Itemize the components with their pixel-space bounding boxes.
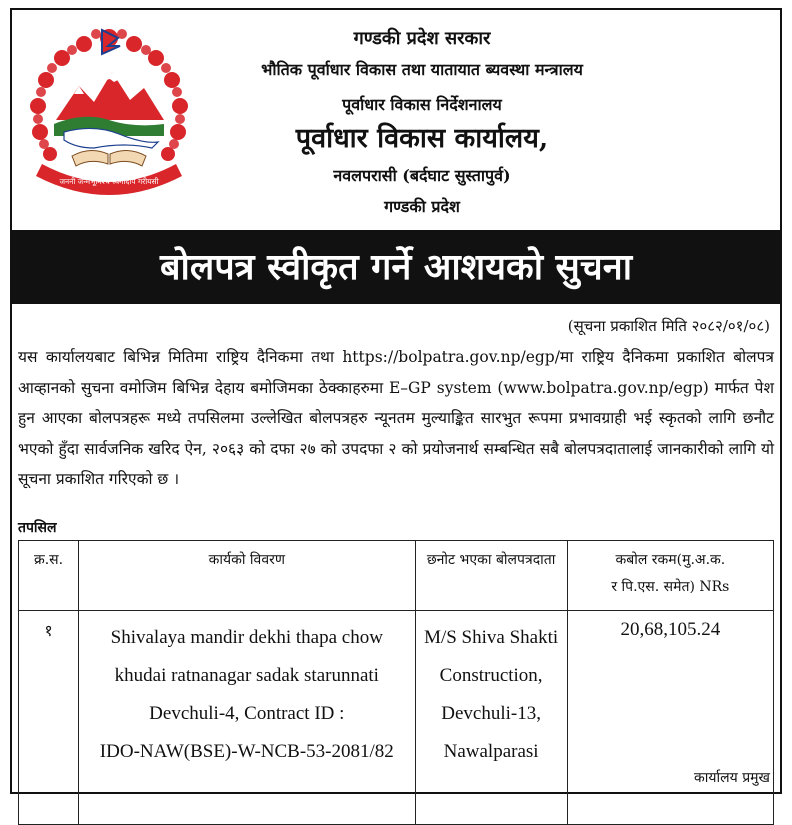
header-line-ministry: भौतिक पूर्वाधार विकास तथा यातायात ब्यवस्था मन्त्रालय <box>261 60 583 79</box>
header-line-directorate: पूर्वाधार विकास निर्देशनालय <box>342 95 502 114</box>
bidder-line: Construction, <box>439 665 543 686</box>
row-bid-amount: 20,68,105.24 <box>567 611 773 825</box>
table-header-row <box>19 541 774 611</box>
bidder-line: Nawalparasi <box>443 741 539 762</box>
desc-line: IDO-NAW(BSE)-W-NCB-53-2081/82 <box>99 741 394 762</box>
award-table <box>18 540 774 825</box>
header-line-location: नवलपरासी (बर्दघाट सुस्तापुर्व) <box>333 166 511 185</box>
header-line-office: पूर्वाधार विकास कार्यालय, <box>295 123 549 154</box>
published-date: (सूचना प्रकाशित मिति २०८२/०१/०८) <box>567 317 770 335</box>
header-line-province: गण्डकी प्रदेश <box>384 197 460 216</box>
desc-line: Shivalaya mandir dekhi thapa chow <box>110 627 383 648</box>
row-selected-bidder <box>415 611 567 825</box>
table-row <box>19 611 774 825</box>
notice-frame <box>10 8 782 794</box>
header-bid-amount-line1: कबोल रकम(मु.अ.क. <box>615 552 726 568</box>
row-work-description <box>79 611 415 825</box>
row-sn: १ <box>19 611 79 825</box>
header-work-description: कार्यको विवरण <box>79 541 415 611</box>
notice-header <box>12 10 780 228</box>
notice-body <box>18 342 774 495</box>
notice-body-text: यस कार्यालयबाट बिभिन्न मितिमा राष्ट्रिय दैनिकमा तथा https://bolpatra.gov.np/egp/मा राष्ट्रिय दैनिकमा प्रकाशित बोलपत्र आव्हानको सुचना वमोजिम बिभिन्न देहाय बमोजिमका ठेक्काहरुमा E–GP system (www.bolpatra.gov.np/egp) मार्फत पेश हुन आएका बोलपत्रहरू मध्ये तपसिलमा उल्लेखित बोलपत्रहरु न्यूनतम मुल्याङ्कित सारभुत रूपमा प्रभावग्राही भई स्कृतको लागि छनौट भएको हुँदा सार्वजनिक खरिद ऐन, २०६३ को दफा २७ को उपदफा २ को प्रयोजनार्थ सम्बन्धित सबै बोलपत्रदातालाई जानकारीको लागि यो सूचना प्रकाशित गरिएको छ । <box>18 348 774 488</box>
notice-title: बोलपत्र स्वीकृत गर्ने आशयको सुचना <box>12 230 780 304</box>
header-bid-amount-line2: र पि.एस. समेत) NRs <box>611 579 730 595</box>
bidder-line: M/S Shiva Shakti <box>424 627 559 648</box>
svg-text:जननी जन्मभूमिश्च स्वर्गादपि गर: जननी जन्मभूमिश्च स्वर्गादपि गरीयसी <box>59 177 159 186</box>
header-bid-amount <box>567 541 773 611</box>
schedule-label: तपसिल <box>18 520 57 536</box>
bidder-line: Devchuli-13, <box>441 703 541 724</box>
desc-line: Devchuli-4, Contract ID : <box>149 703 345 724</box>
header-selected-bidder: छनोट भएका बोलपत्रदाता <box>415 541 567 611</box>
signoff-office-chief: कार्यालय प्रमुख <box>694 770 770 786</box>
header-line-provincial-govt: गण्डकी प्रदेश सरकार <box>353 28 491 49</box>
header-sn: क्र.स. <box>19 541 79 611</box>
desc-line: khudai ratnanagar sadak starunnati <box>114 665 379 686</box>
